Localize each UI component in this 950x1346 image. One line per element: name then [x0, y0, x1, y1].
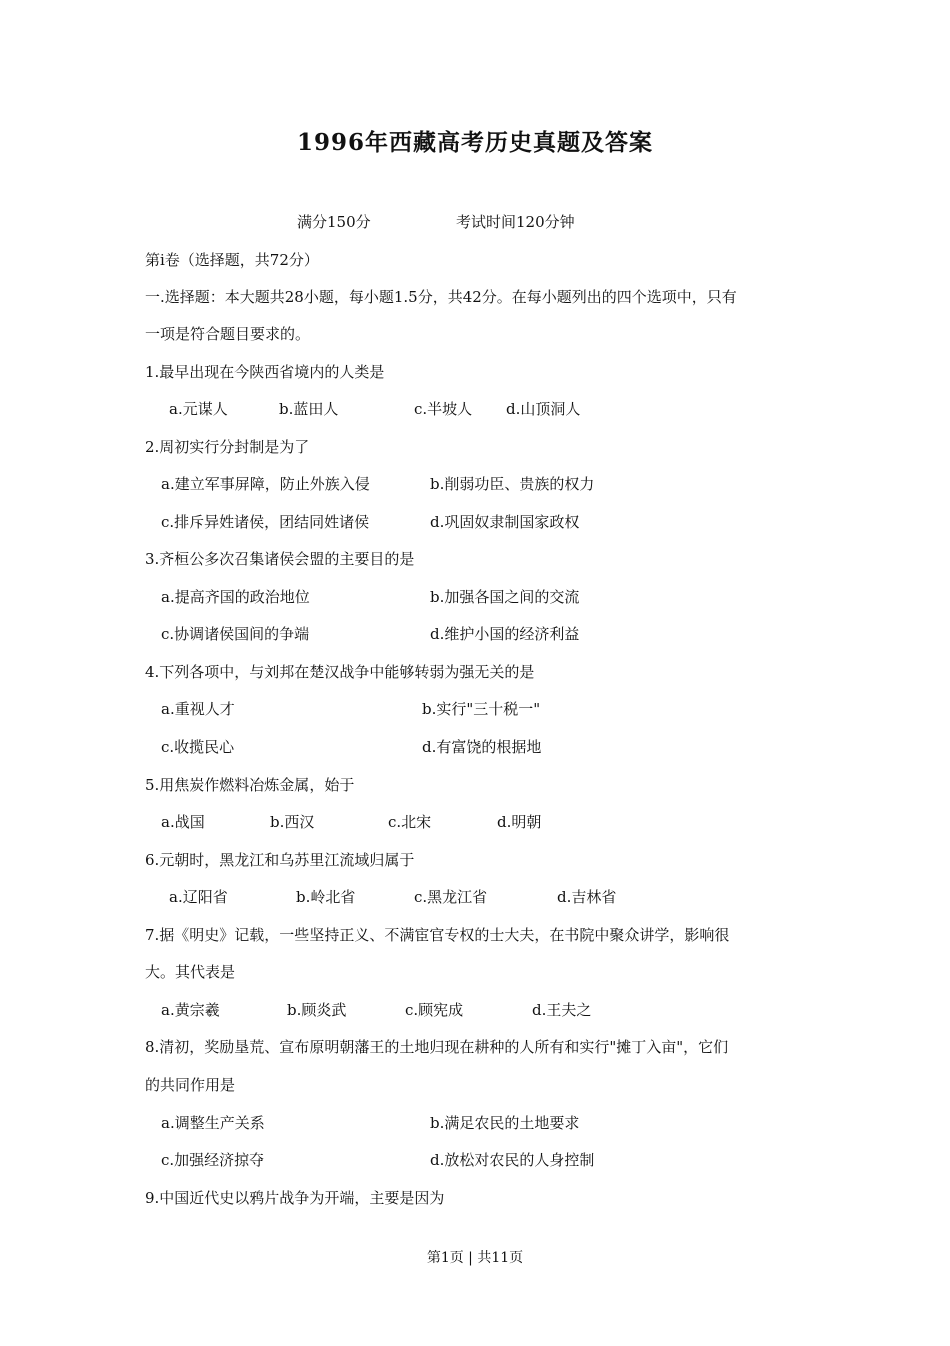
option: b.顾炎武	[287, 1001, 347, 1019]
option: c.黑龙江省	[414, 888, 488, 906]
option: a.建立军事屏障，防止外族入侵	[161, 475, 370, 493]
page-title: 1996年西藏高考历史真题及答案	[296, 129, 653, 156]
option: b.实行"三十税一"	[422, 700, 541, 718]
exam-time: 考试时间120分钟	[456, 213, 575, 231]
option: a.战国	[161, 813, 205, 831]
option: c.收揽民心	[161, 738, 235, 756]
option: d.有富饶的根据地	[422, 738, 542, 756]
full-score: 满分150分	[297, 213, 371, 231]
page-footer: 第1页 | 共11页	[426, 1250, 524, 1266]
question-stem-cont: 大。其代表是	[145, 963, 236, 981]
option: b.西汉	[270, 813, 315, 831]
option: c.北宋	[388, 813, 432, 831]
question-stem: 5.用焦炭作燃料冶炼金属，始于	[145, 776, 355, 794]
question-stem: 7.据《明史》记载，一些坚持正义、不满宦官专权的士大夫，在书院中聚众讲学，影响很	[145, 926, 730, 944]
option: c.排斥异姓诸侯，团结同姓诸侯	[161, 513, 370, 531]
option: b.加强各国之间的交流	[430, 588, 580, 606]
option: d.维护小国的经济利益	[430, 625, 580, 643]
option: c.协调诸侯国间的争端	[161, 625, 310, 643]
option: a.元谋人	[169, 400, 228, 418]
option: a.黄宗羲	[161, 1001, 220, 1019]
part-heading: 第ⅰ卷（选择题，共72分）	[145, 251, 319, 269]
question-stem: 8.清初，奖励垦荒、宣布原明朝藩王的土地归现在耕种的人所有和实行"摊丁入亩"，它们	[145, 1038, 729, 1056]
option: d.山顶洞人	[506, 400, 581, 418]
question-stem: 4.下列各项中，与刘邦在楚汉战争中能够转弱为强无关的是	[145, 663, 535, 681]
option: d.明朝	[497, 813, 542, 831]
question-stem: 6.元朝时，黑龙江和乌苏里江流域归属于	[145, 851, 415, 869]
option: b.削弱功臣、贵族的权力	[430, 475, 595, 493]
option: a.辽阳省	[169, 888, 228, 906]
option: a.重视人才	[161, 700, 235, 718]
option: d.放松对农民的人身控制	[430, 1151, 595, 1169]
option: a.提高齐国的政治地位	[161, 588, 310, 606]
option: a.调整生产关系	[161, 1114, 265, 1132]
section-intro-cont: 一项是符合题目要求的。	[145, 325, 311, 343]
option: c.半坡人	[414, 400, 473, 418]
section-intro: 一.选择题：本大题共28小题，每小题1.5分，共42分。在每小题列出的四个选项中，只有	[145, 288, 737, 306]
option: d.巩固奴隶制国家政权	[430, 513, 580, 531]
option: c.顾宪成	[405, 1001, 464, 1019]
option: c.加强经济掠夺	[161, 1151, 265, 1169]
option: d.王夫之	[532, 1001, 592, 1019]
option: b.满足农民的土地要求	[430, 1114, 580, 1132]
option: d.吉林省	[557, 888, 617, 906]
question-stem: 2.周初实行分封制是为了	[145, 438, 310, 456]
question-stem: 3.齐桓公多次召集诸侯会盟的主要目的是	[145, 550, 415, 568]
option: b.蓝田人	[279, 400, 339, 418]
question-stem: 9.中国近代史以鸦片战争为开端，主要是因为	[145, 1189, 445, 1207]
question-stem: 1.最早出现在今陕西省境内的人类是	[145, 363, 385, 381]
option: b.岭北省	[296, 888, 356, 906]
question-stem-cont: 的共同作用是	[145, 1076, 236, 1094]
